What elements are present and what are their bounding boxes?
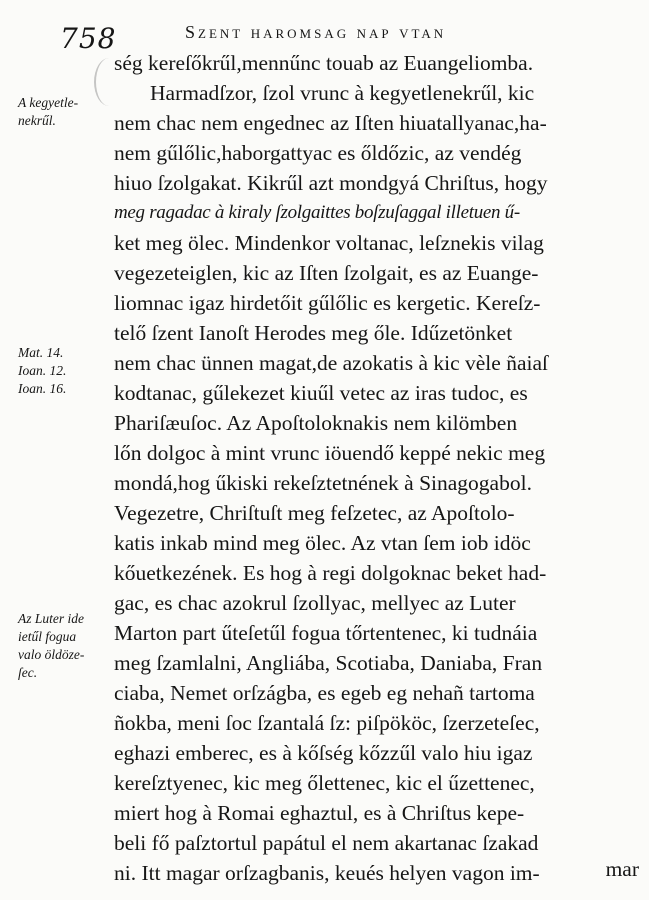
margin-note-line: nekrűl. bbox=[18, 113, 56, 128]
text-line: Phariſæuſoc. Az Apoſtoloknakis nem kilömben bbox=[114, 411, 518, 435]
text-line: meg ſzamlalni, Angliába, Scotiaba, Daniaba, Fran bbox=[114, 651, 543, 675]
text-line: nem gűlőlic,haborgattyac es őldőzic, az vendég bbox=[114, 141, 522, 165]
page-number: 758 bbox=[60, 22, 117, 55]
text-line: Marton part űteſetűl fogua tőrtentenec, ki tudnáia bbox=[114, 621, 538, 645]
margin-note-line: ietűl fogua bbox=[18, 629, 77, 644]
margin-note-line: ſec. bbox=[18, 665, 38, 680]
margin-note-luter bbox=[18, 610, 84, 682]
text-line: ni. Itt magar orſzagbanis, keués helyen vagon im- bbox=[114, 861, 540, 885]
text-line: nem chac ünnen magat,de azokatis à kic vèle ñaiaſ bbox=[114, 351, 548, 375]
margin-note-line: A kegyetle- bbox=[18, 95, 79, 110]
text-line: telő ſzent Ianoſt Herodes meg őle. Idűzetönket bbox=[114, 321, 513, 345]
text-line: meg ragadac à kiraly ſzolgaittes boſzuſaggal illetuen ű- bbox=[114, 202, 520, 223]
text-line: kodtanac, gűlekezet kiuűl vetec az iras tudoc, es bbox=[114, 381, 528, 405]
text-line: kereſztyenec, kic meg őlettenec, kic el űzettenec, bbox=[114, 771, 535, 795]
text-line: ség kereſőkrűl,mennűnc touab az Euangeliomba. bbox=[114, 51, 534, 75]
text-line: eghazi emberec, es à kőſség kőzzűl valo hiu igaz bbox=[114, 741, 533, 765]
text-line: ket meg ölec. Mindenkor voltanac, leſznekis vilag bbox=[114, 231, 544, 255]
margin-note-line: Az Luter ide bbox=[18, 611, 84, 626]
text-line: lőn dolgoc à mint vrunc iöuendő keppé nekic meg bbox=[114, 441, 546, 465]
text-line: miert hog à Romai eghaztul, es à Chriſtus kepe- bbox=[114, 801, 525, 825]
text-line: nem chac nem engednec az Iſten hiuatallyanac,ha- bbox=[114, 111, 547, 135]
text-line: gac, es chac azokrul ſzollyac, mellyec az Luter bbox=[114, 591, 516, 615]
margin-note-line: valo öldöze- bbox=[18, 647, 85, 662]
margin-note-line: Mat. 14. bbox=[18, 345, 64, 360]
margin-note-line: Ioan. 16. bbox=[18, 381, 67, 396]
text-line: liomnac igaz hirdetőit gűlőlic es kergetic. Kereſz- bbox=[114, 291, 541, 315]
text-line: Vegezetre, Chriſtuſt meg feſzetec, az Apoſtolo- bbox=[114, 501, 515, 525]
text-line: Harmadſzor, ſzol vrunc à kegyetlenekrűl, kic bbox=[150, 81, 535, 105]
catchword: mar bbox=[605, 857, 639, 881]
running-head: Szent haromsag nap vtan bbox=[185, 22, 447, 42]
margin-note-scripture-refs bbox=[18, 344, 66, 398]
text-line: beli fő paſztortul papátul el nem akartanac ſzakad bbox=[114, 831, 539, 855]
text-line: kőuetkezének. Es hog à regi dolgoknac beket had- bbox=[114, 561, 547, 585]
text-line: ciaba, Nemet orſzágba, es egeb eg nehañ tartoma bbox=[114, 681, 535, 705]
margin-note-line: Ioan. 12. bbox=[18, 363, 67, 378]
margin-note-kegyetlenekrul bbox=[18, 94, 78, 130]
text-line: katis inkab mind meg ölec. Az vtan ſem iob idöc bbox=[114, 531, 531, 555]
text-line: hiuo ſzolgakat. Kikrűl azt mondgyá Chriſtus, hogy bbox=[114, 171, 548, 195]
text-line: mondá,hog űkiski rekeſztetnének à Sinagogabol. bbox=[114, 471, 532, 495]
text-line: ñokba, meni ſoc ſzantalá ſz: piſpököc, ſzerzeteſec, bbox=[114, 711, 540, 735]
text-line: vegezeteiglen, kic az Iſten ſzolgait, es az Euange- bbox=[114, 261, 539, 285]
